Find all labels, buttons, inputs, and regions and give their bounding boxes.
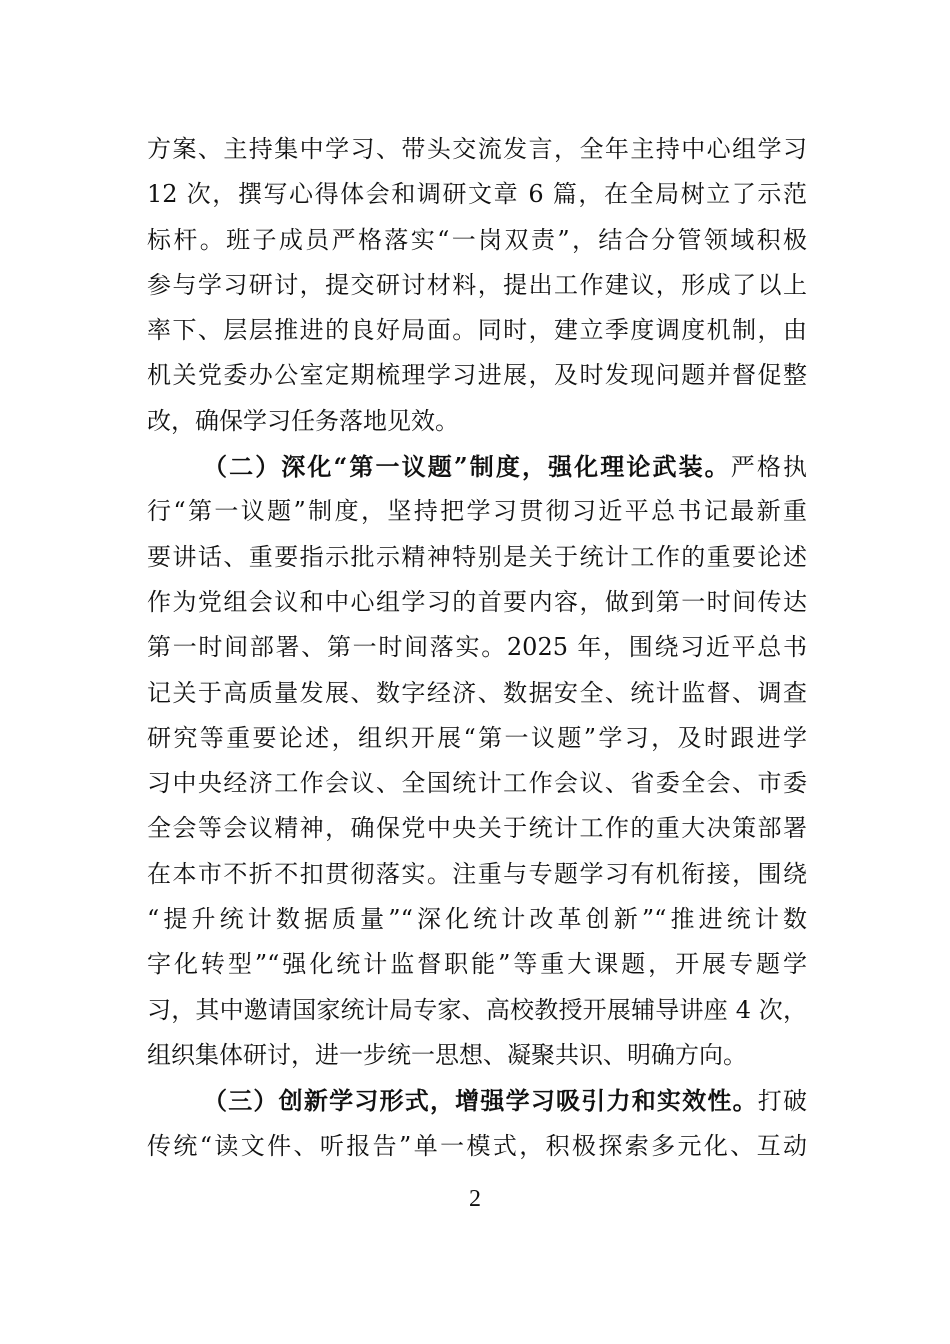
text-line: 12 次，撰写心得体会和调研文章 6 篇，在全局树立了示范 — [147, 180, 807, 209]
section-heading: （三）创新学习形式，增强学习吸引力和实效性。 — [203, 1086, 758, 1116]
text-line: 方案、主持集中学习、带头交流发言，全年主持中心组学习 — [147, 135, 807, 163]
text-line: 要讲话、重要指示批示精神特别是关于统计工作的重要论述 — [147, 542, 807, 571]
text-line: 习中央经济工作会议、全国统计工作会议、省委全会、市委 — [147, 769, 807, 798]
text-line: 标杆。班子成员严格落实“一岗双责”，结合分管领域积极 — [147, 225, 807, 254]
text-line: 研究等重要论述，组织开展“第一议题”学习，及时跟进学 — [147, 723, 807, 752]
text-line: 在本市不折不扣贯彻落实。注重与专题学习有机衔接，围绕 — [147, 859, 807, 888]
text-line: 习，其中邀请国家统计局专家、高校教授开展辅导讲座 4 次， — [147, 995, 807, 1024]
page-number: 2 — [469, 1186, 481, 1212]
paragraph-2 — [147, 444, 807, 1078]
text-line: 行“第一议题”制度，坚持把学习贯彻习近平总书记最新重 — [147, 497, 807, 526]
text-line: 机关党委办公室定期梳理学习进展，及时发现问题并督促整 — [147, 361, 807, 390]
paragraph-first-line — [147, 1078, 807, 1123]
text-line: 改，确保学习任务落地见效。 — [147, 406, 459, 435]
text-line: 作为党组会议和中心组学习的首要内容，做到第一时间传达 — [147, 587, 807, 616]
body-text — [147, 127, 807, 1169]
text-line: 率下、层层推进的良好局面。同时，建立季度调度机制，由 — [147, 316, 807, 345]
text-line: 第一时间部署、第一时间落实。2025 年，围绕习近平总书 — [147, 633, 807, 662]
text-line: 全会等会议精神，确保党中央关于统计工作的重大决策部署 — [147, 814, 807, 843]
text-run: 打破 — [757, 1087, 807, 1116]
section-heading: （二）深化“第一议题”制度，强化理论武装。 — [203, 452, 731, 482]
paragraph-1 — [147, 127, 807, 444]
paragraph-first-line — [147, 444, 807, 489]
paragraph-3 — [147, 1078, 807, 1169]
text-line: 传统“读文件、听报告”单一模式，积极探索多元化、互动 — [147, 1131, 807, 1160]
text-line: 组织集体研讨，进一步统一思想、凝聚共识、明确方向。 — [147, 1040, 747, 1069]
text-line: 字化转型”“强化统计监督职能”等重大课题，开展专题学 — [147, 950, 807, 979]
text-line: 记关于高质量发展、数字经济、数据安全、统计监督、调查 — [147, 678, 807, 707]
text-run: 严格执 — [730, 453, 808, 482]
text-line: 参与学习研讨，提交研讨材料，提出工作建议，形成了以上 — [147, 270, 807, 299]
text-line: “提升统计数据质量”“深化统计改革创新”“推进统计数 — [147, 905, 807, 934]
